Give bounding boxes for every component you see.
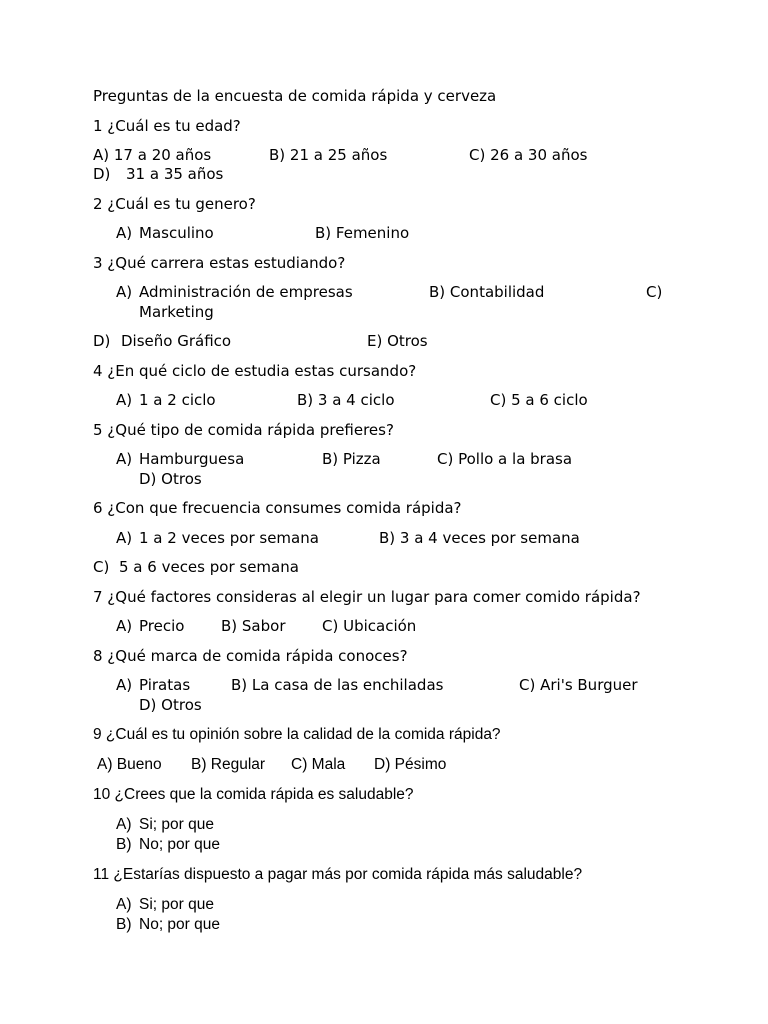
q9-option-c: C) Mala xyxy=(291,756,346,773)
q6-option-c: 5 a 6 veces por semana xyxy=(119,558,299,576)
q1-option-b: B) 21 a 25 años xyxy=(269,146,388,164)
q5-option-a: Hamburguesa xyxy=(139,450,245,468)
q10-option-b-marker: B) xyxy=(116,836,132,853)
q1-option-d: 31 a 35 años xyxy=(126,165,224,183)
question-3: 3 ¿Qué carrera estas estudiando? xyxy=(93,254,346,272)
question-5: 5 ¿Qué tipo de comida rápida prefieres? xyxy=(93,421,394,439)
q7-option-b: B) Sabor xyxy=(221,617,286,635)
q4-option-a-marker: A) xyxy=(116,391,133,409)
q10-option-a-marker: A) xyxy=(116,816,132,833)
q6-option-b: B) 3 a 4 veces por semana xyxy=(379,529,580,547)
question-2: 2 ¿Cuál es tu genero? xyxy=(93,195,256,213)
q10-option-b: No; por que xyxy=(139,836,220,853)
q7-option-a-marker: A) xyxy=(116,617,133,635)
q7-option-c: C) Ubicación xyxy=(322,617,417,635)
q8-option-a: Piratas xyxy=(139,676,191,694)
q5-option-a-marker: A) xyxy=(116,450,133,468)
q3-option-a: Administración de empresas xyxy=(139,283,353,301)
q11-option-b: No; por que xyxy=(139,916,220,933)
q1-option-d-marker: D) xyxy=(93,165,111,183)
q5-option-c: C) Pollo a la brasa xyxy=(437,450,573,468)
q8-option-a-marker: A) xyxy=(116,676,133,694)
q3-option-c: Marketing xyxy=(139,303,214,321)
q2-option-a-marker: A) xyxy=(116,224,133,242)
q1-option-c: C) 26 a 30 años xyxy=(469,146,588,164)
q10-option-a: Si; por que xyxy=(139,816,214,833)
question-7: 7 ¿Qué factores consideras al elegir un lugar para comer comido rápida? xyxy=(93,588,641,606)
q3-option-e: E) Otros xyxy=(367,332,428,350)
q2-option-b: B) Femenino xyxy=(315,224,410,242)
q5-option-d: D) Otros xyxy=(139,470,202,488)
q3-option-b: B) Contabilidad xyxy=(429,283,545,301)
q3-option-c-marker: C) xyxy=(646,283,663,301)
q8-option-c: C) Ari's Burguer xyxy=(519,676,638,694)
q4-option-b: B) 3 a 4 ciclo xyxy=(297,391,395,409)
q3-option-d: Diseño Gráfico xyxy=(121,332,232,350)
q4-option-c: C) 5 a 6 ciclo xyxy=(490,391,588,409)
q9-option-a: A) Bueno xyxy=(97,756,162,773)
question-11: 11 ¿Estarías dispuesto a pagar más por comida rápida más saludable? xyxy=(93,866,583,883)
q3-option-a-marker: A) xyxy=(116,283,133,301)
q9-option-b: B) Regular xyxy=(191,756,266,773)
question-9: 9 ¿Cuál es tu opinión sobre la calidad de la comida rápida? xyxy=(93,726,501,743)
question-4: 4 ¿En qué ciclo de estudia estas cursando? xyxy=(93,362,417,380)
q7-option-a: Precio xyxy=(139,617,185,635)
question-8: 8 ¿Qué marca de comida rápida conoces? xyxy=(93,647,408,665)
q11-option-a: Si; por que xyxy=(139,896,214,913)
q6-option-a-marker: A) xyxy=(116,529,133,547)
q4-option-a: 1 a 2 ciclo xyxy=(139,391,216,409)
question-10: 10 ¿Crees que la comida rápida es saludable? xyxy=(93,786,414,803)
q8-option-d: D) Otros xyxy=(139,696,202,714)
q3-option-d-marker: D) xyxy=(93,332,111,350)
document-title: Preguntas de la encuesta de comida rápida y cerveza xyxy=(93,87,497,105)
q9-option-d: D) Pésimo xyxy=(374,756,447,773)
q6-option-c-marker: C) xyxy=(93,558,110,576)
q11-option-b-marker: B) xyxy=(116,916,132,933)
q8-option-b: B) La casa de las enchiladas xyxy=(231,676,444,694)
q6-option-a: 1 a 2 veces por semana xyxy=(139,529,319,547)
question-6: 6 ¿Con que frecuencia consumes comida rápida? xyxy=(93,499,462,517)
q1-option-a: A) 17 a 20 años xyxy=(93,146,212,164)
question-1: 1 ¿Cuál es tu edad? xyxy=(93,117,241,135)
q5-option-b: B) Pizza xyxy=(322,450,381,468)
q2-option-a: Masculino xyxy=(139,224,214,242)
q11-option-a-marker: A) xyxy=(116,896,132,913)
